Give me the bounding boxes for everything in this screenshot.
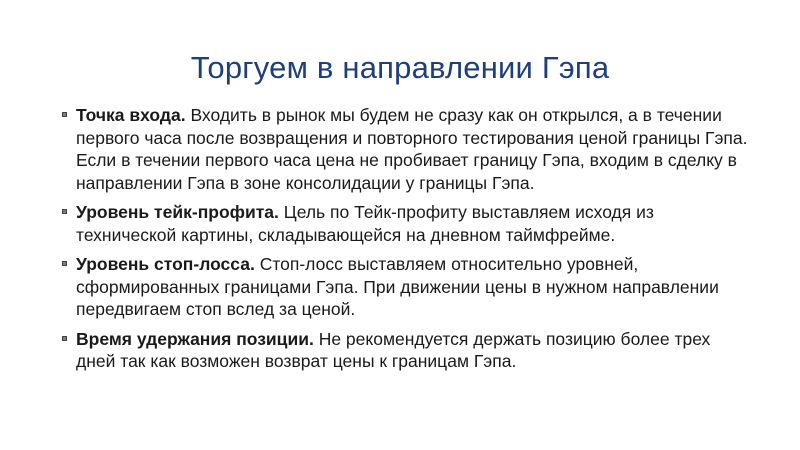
bullet-text: Не рекомендуется держать позицию более трех дней так как возможен возврат цены к границам Гэпа. [76, 328, 711, 371]
square-bullet-icon [62, 112, 67, 117]
bullet-stop-loss [62, 253, 752, 321]
bullet-text: Цель по Тейк-профиту выставляем исходя из технической картины, складывающейся на дневном таймфрейме. [76, 202, 654, 245]
bullet-term: Точка входа. [76, 105, 186, 125]
bullet-holding-time [62, 328, 752, 373]
square-bullet-icon [62, 261, 67, 266]
square-bullet-icon [62, 209, 67, 214]
bullet-text: Стоп-лосс выставляем относительно уровней, сформированных границами Гэпа. При движении цены в нужном направлении передвигаем стоп вслед за ценой. [76, 254, 719, 319]
bullet-term: Время удержания позиции. [76, 328, 314, 349]
bullet-take-profit [62, 201, 752, 246]
slide-title: Торгуем в направлении Гэпа [190, 50, 610, 85]
bullet-list [62, 104, 752, 380]
bullet-term: Уровень стоп-лосса. [76, 254, 255, 274]
square-bullet-icon [62, 336, 67, 341]
bullet-text: Входить в рынок мы будем не сразу как он открылся, а в течении первого часа после возвращения и повторного тестирования ценой границы Гэпа. Если в течении первого часа цена не пробивает границу Гэпа, входим в сделку в направлении Гэпа в зоне консолидации у границы Гэпа. [76, 105, 748, 193]
bullet-term: Уровень тейк-профита. [76, 202, 279, 222]
bullet-entry-point [62, 104, 752, 194]
